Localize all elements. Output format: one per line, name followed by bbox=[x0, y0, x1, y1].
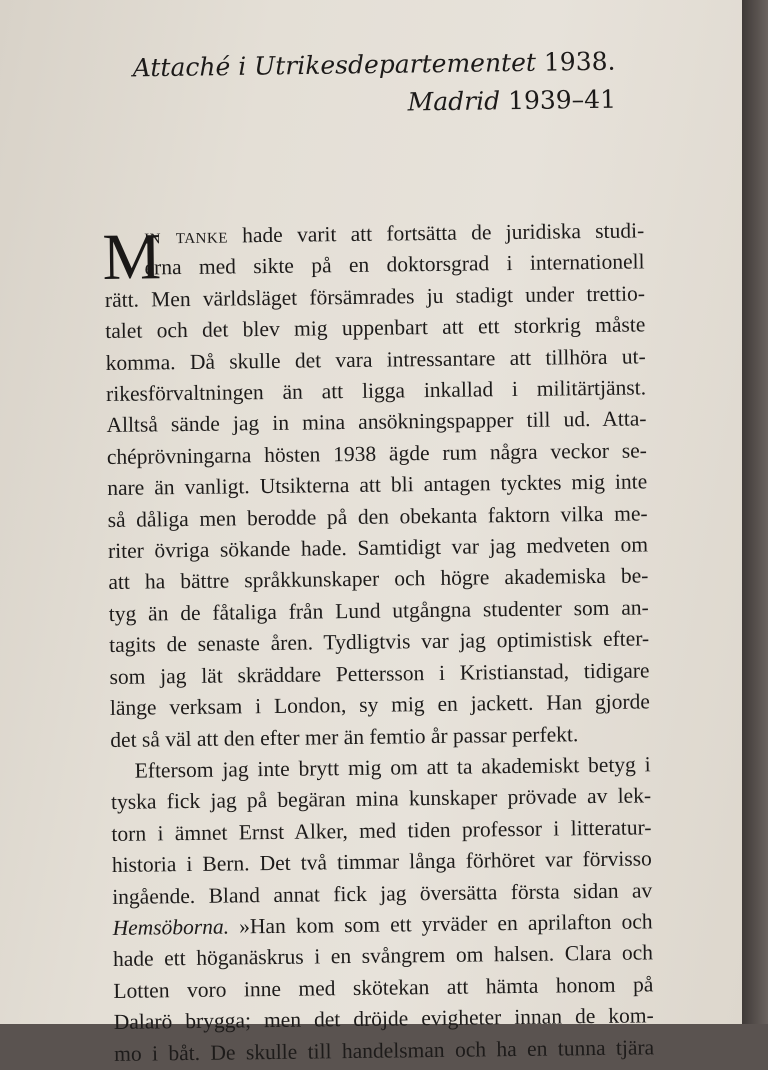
drop-cap: M bbox=[101, 220, 162, 295]
text-line: mo i båt. De skulle till handelsman och ha en tunna tjära bbox=[114, 1034, 655, 1066]
text-line: Lotten voro inne med skötekan att hämta honom på bbox=[113, 972, 654, 1003]
chapter-heading bbox=[133, 43, 617, 126]
text-line: som jag lät skräddare Pettersson i Kristianstad, tidigare bbox=[109, 658, 650, 689]
text-line: hade ett höganäskrus i en svångrem om halsen. Clara och bbox=[112, 940, 654, 972]
opening-words: in tanke bbox=[144, 223, 229, 249]
text-line: Alltså sände jag in mina ansökningspapper till ud. Atta- bbox=[106, 406, 647, 438]
text-line: tyska fick jag på begäran mina kunskaper prövade av lek- bbox=[110, 783, 652, 815]
chapter-heading-title: Attaché i Utrikesdepartementet bbox=[132, 47, 537, 83]
chapter-heading-line-2 bbox=[133, 81, 616, 126]
chapter-heading-years: 1939–41 bbox=[508, 84, 617, 116]
text-line: Hemsöborna. »Han kom som ett yrväder en aprilafton och bbox=[112, 909, 653, 940]
text-line: rätt. Men världsläget försämrades ju stadigt under trettio- bbox=[104, 281, 646, 312]
chapter-heading-place: Madrid bbox=[407, 86, 501, 117]
text-line: Eftersom jag inte brytt mig om att ta akademiskt betyg i bbox=[134, 752, 651, 783]
text-line: länge verksam i London, sy mig en jackett. Han gjorde bbox=[109, 689, 651, 721]
text-line: riter övriga sökande hade. Samtidigt var jag medveten om bbox=[107, 532, 649, 564]
text-line: in tanke hade varit att fortsätta de juridiska studi- bbox=[144, 218, 645, 249]
text-line: historia i Bern. Det två timmar långa förhöret var förvisso bbox=[111, 846, 652, 878]
text-line: tagits de senaste åren. Tydligtvis var jag optimistisk efter- bbox=[109, 626, 650, 658]
text-line: komma. Då skulle det vara intressantare att tillhöra ut- bbox=[105, 344, 646, 375]
text-line: torn i ämnet Ernst Alker, med tiden professor i litteratur- bbox=[111, 815, 652, 846]
text-line: Dalarö brygga; men det dröjde evigheter innan de kom- bbox=[113, 1003, 654, 1035]
text-line: ingående. Bland annat fick jag översätta första sidan av bbox=[112, 877, 653, 909]
text-line: nare än vanligt. Utsikterna att bli antagen tycktes mig inte bbox=[107, 469, 648, 501]
page-edge-shadow bbox=[742, 0, 768, 1024]
book-title: Hemsöborna. bbox=[112, 914, 230, 940]
text-line: så dåliga men berodde på den obekanta faktorn vilka me- bbox=[107, 501, 648, 532]
text-line: att ha bättre språkkunskaper och högre akademiska be- bbox=[108, 563, 649, 595]
chapter-heading-year: 1938. bbox=[543, 46, 616, 77]
text-line: chéprövningarna hösten 1938 ägde rum några veckor se- bbox=[106, 438, 647, 469]
text-line: rikesförvaltningen än att ligga inkallad i militärtjänst. bbox=[105, 375, 647, 407]
text-line: det så väl att den efter mer än femtio år passar perfekt. bbox=[110, 721, 579, 752]
text-line: erna med sikte på en doktorsgrad i internationell bbox=[144, 249, 645, 280]
text-line: talet och det blev mig uppenbart att ett storkrig måste bbox=[105, 312, 646, 344]
body-text bbox=[101, 215, 655, 1070]
text-line: tyg än de fåtaliga från Lund utgångna studenter som an- bbox=[108, 595, 649, 626]
